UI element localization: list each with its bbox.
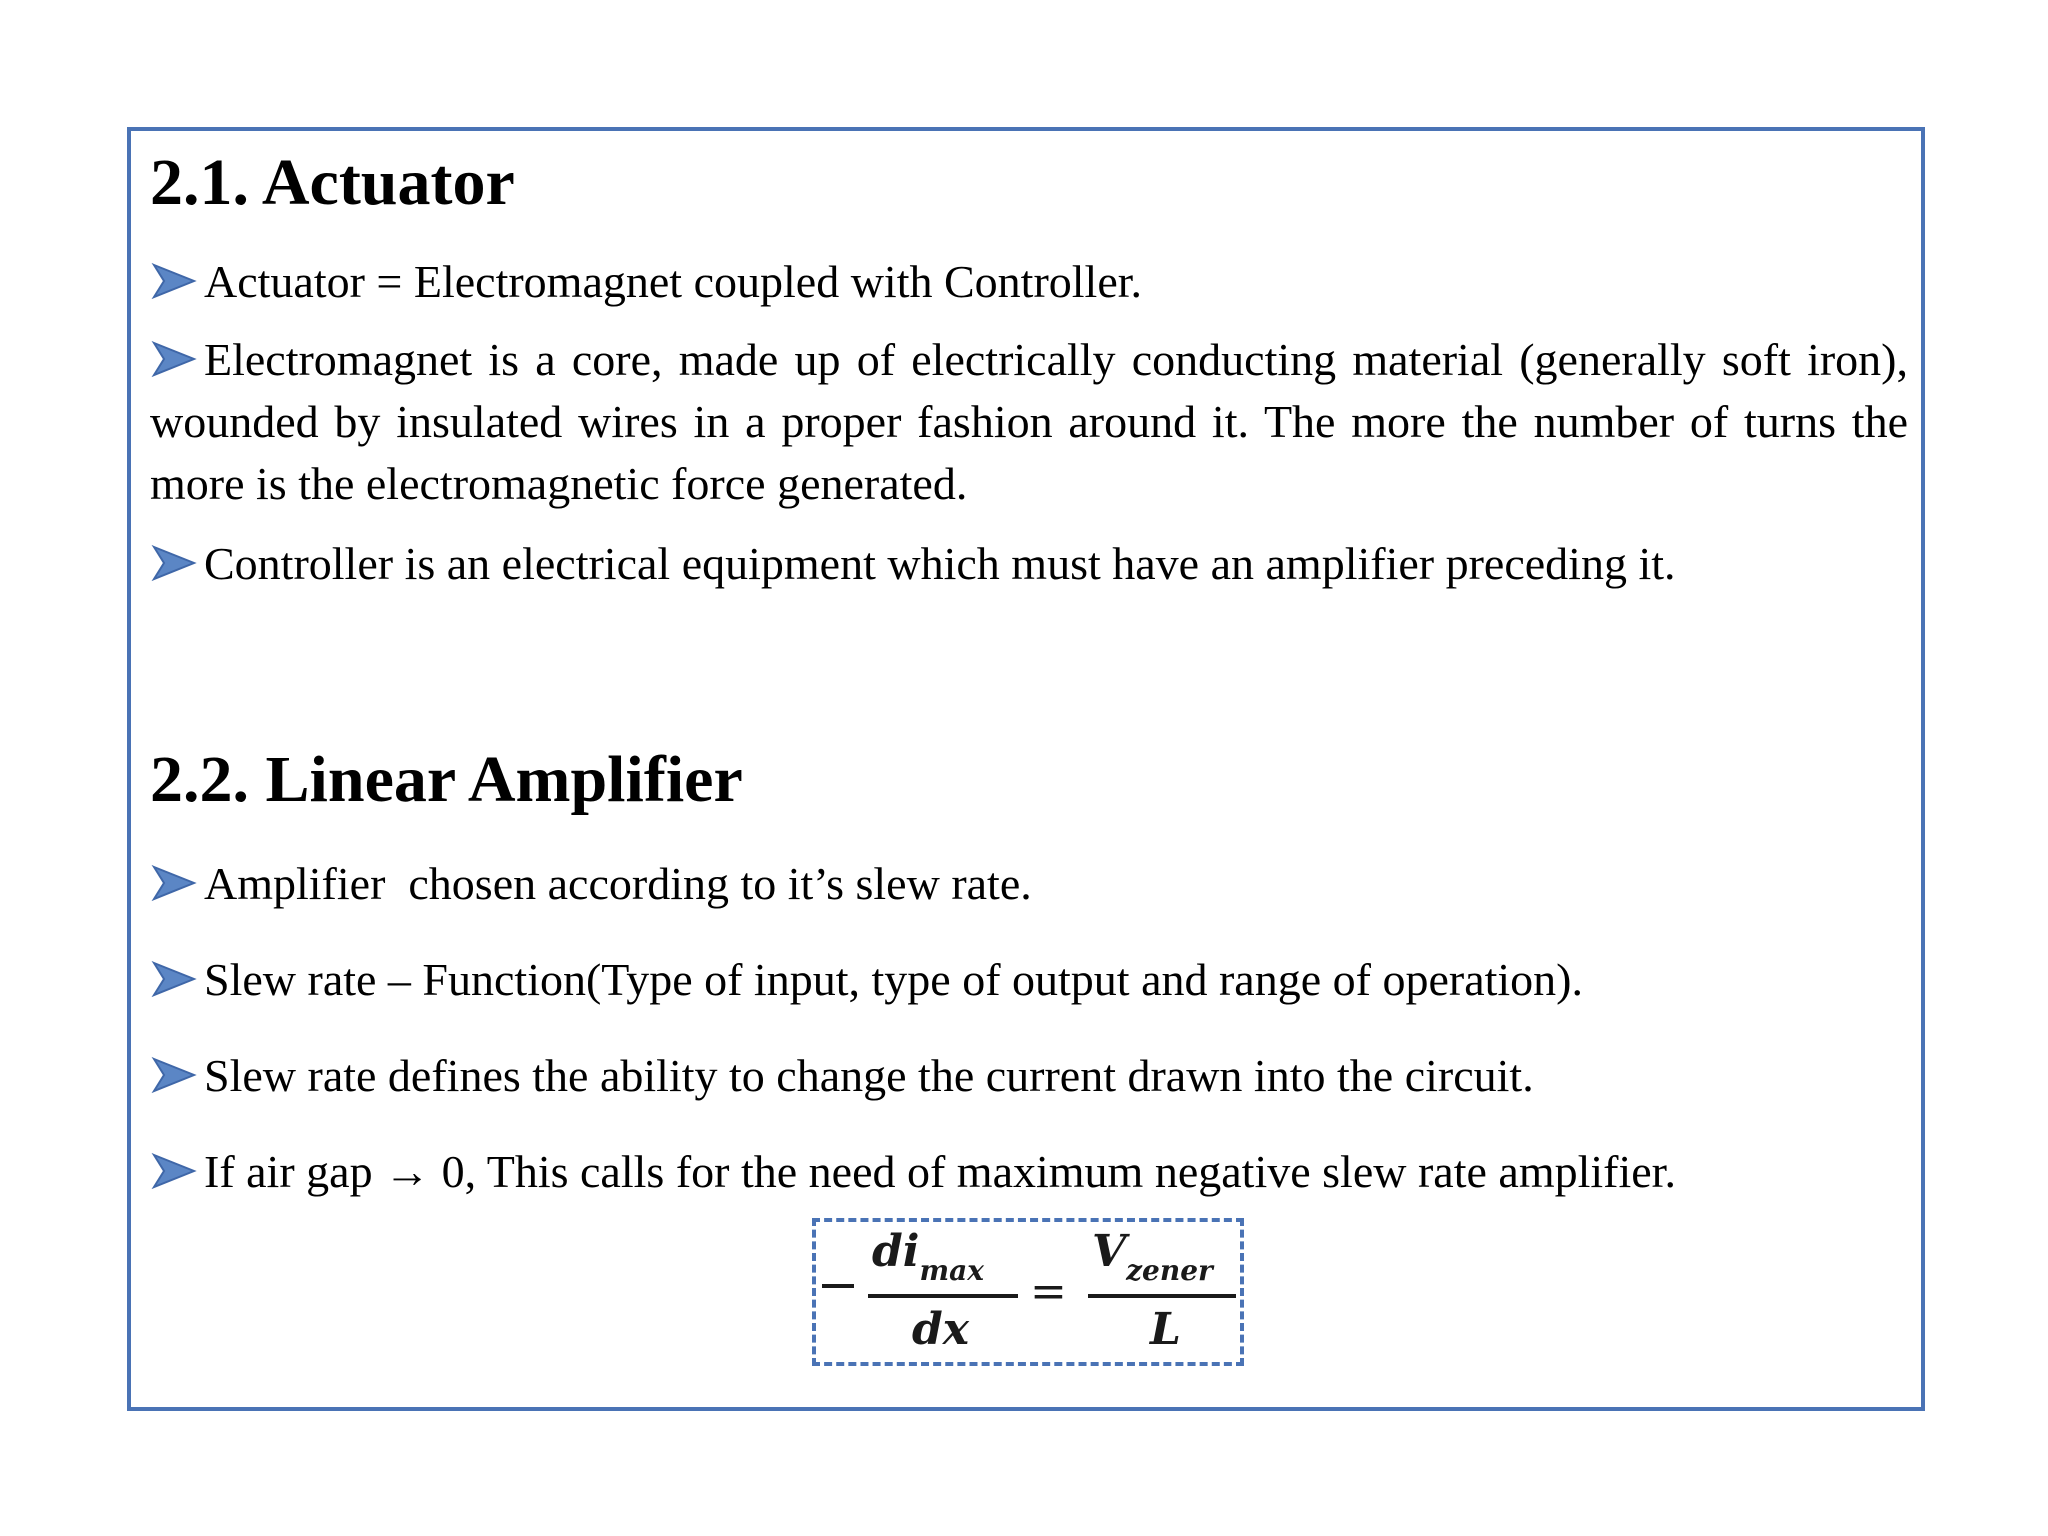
arrow-bullet-icon — [150, 1151, 200, 1191]
equation-numerator-right: $V_{zener}$ — [1092, 1226, 1213, 1287]
list-item — [150, 1045, 1908, 1107]
bullet-text: Actuator = Electromagnet coupled with Controller. — [204, 256, 1143, 307]
bullet-text: Electromagnet is a core, made up of electrically conducting material (generally soft iron), wounded by insulated wires in a proper fashion around it. The more the number of turns the more is the electromagnetic force generated. — [150, 334, 1908, 509]
section-heading-linear-amplifier: 2.2. Linear Amplifier — [150, 743, 743, 816]
list-item — [150, 533, 1908, 595]
bullet-text: Slew rate defines the ability to change the current drawn into the circuit. — [204, 1050, 1534, 1101]
list-item — [150, 329, 1908, 515]
list-item — [150, 853, 1908, 915]
arrow-bullet-icon — [150, 261, 200, 301]
arrow-bullet-icon — [150, 863, 200, 903]
equation-denominator-left: dx — [912, 1304, 969, 1355]
list-item — [150, 1141, 1908, 1203]
fraction-bar-right — [1088, 1294, 1236, 1298]
slew-rate-equation — [816, 1222, 1240, 1362]
slew-rate-equation-box — [812, 1218, 1244, 1366]
bullet-text: Amplifier chosen according to it’s slew rate. — [204, 858, 1032, 909]
section-heading-actuator: 2.1. Actuator — [150, 146, 515, 219]
list-item — [150, 949, 1908, 1011]
arrow-bullet-icon — [150, 1055, 200, 1095]
arrow-bullet-icon — [150, 543, 200, 583]
arrow-bullet-icon — [150, 959, 200, 999]
list-item — [150, 251, 1908, 313]
bullet-text: If air gap → 0, This calls for the need of maximum negative slew rate amplifier. — [204, 1146, 1676, 1197]
minus-sign — [822, 1284, 854, 1288]
equation-denominator-right: L — [1150, 1304, 1181, 1355]
arrow-bullet-icon — [150, 339, 200, 379]
fraction-bar-left — [868, 1294, 1018, 1298]
equation-numerator-left: $di_{max}$ — [872, 1226, 984, 1287]
equals-sign: = — [1030, 1266, 1067, 1317]
bullet-text: Controller is an electrical equipment which must have an amplifier preceding it. — [204, 538, 1676, 589]
bullet-text: Slew rate – Function(Type of input, type of output and range of operation). — [204, 954, 1583, 1005]
